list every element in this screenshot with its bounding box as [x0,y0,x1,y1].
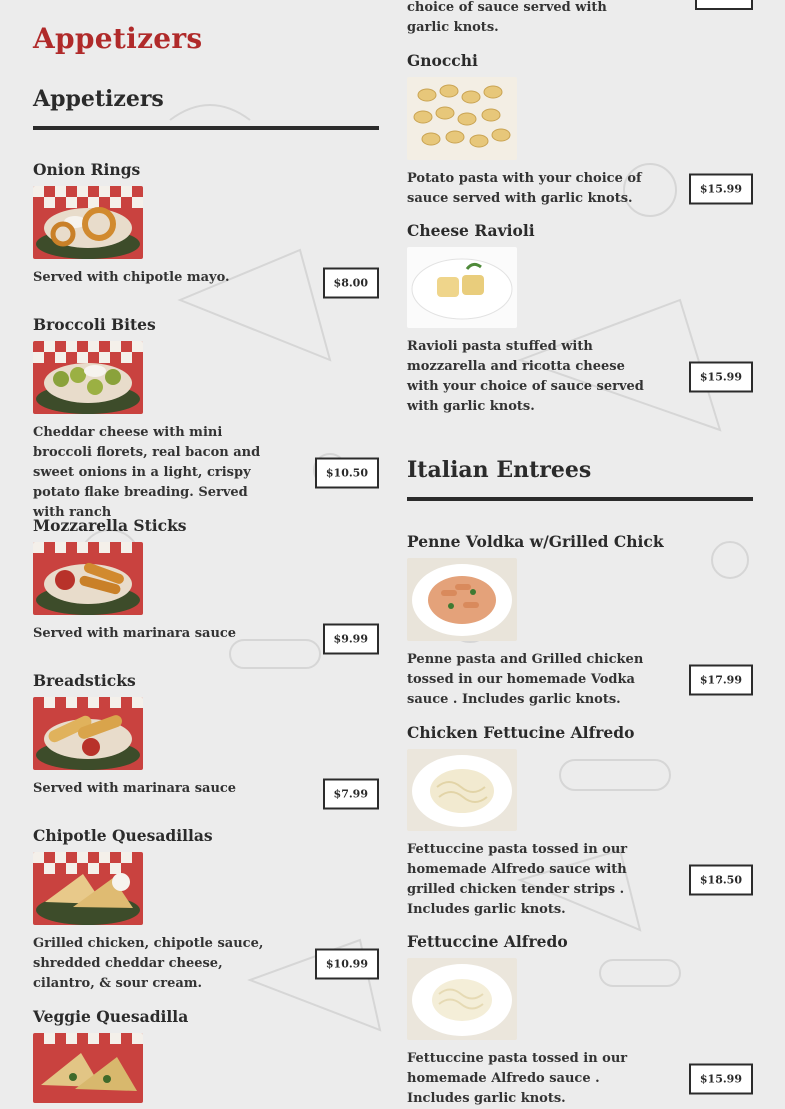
item-description: Served with marinara sauce [33,626,237,641]
section-title: Italian Entrees [407,457,592,483]
item-details [33,268,379,298]
item-name: Cheese Ravioli [407,221,535,240]
item-name: Chipotle Quesadillas [33,826,213,845]
price-button[interactable]: $8.00 [323,268,379,299]
page-title: Appetizers [33,22,203,55]
mozzarella-sticks-photo [33,542,143,615]
penne-vodka-photo [407,558,517,641]
gnocchi-photo [407,77,517,160]
price-button[interactable]: $10.99 [315,949,379,980]
item-description: Served with chipotle mayo. [33,270,230,285]
menu-item-broccoli-bites[interactable] [33,315,379,523]
fettuccine-alfredo-photo [407,958,517,1040]
item-details [407,650,753,710]
broccoli-bites-photo [33,341,143,414]
menu-item-veggie-quesadilla[interactable] [33,1007,379,1103]
item-name: Fettuccine Alfredo [407,932,568,951]
price-button[interactable]: $10.50 [315,458,379,489]
item-name: Mozzarella Sticks [33,516,187,535]
onion-rings-photo [33,186,143,259]
chipotle-quesadillas-photo [33,852,143,925]
menu-item-cheese-ravioli[interactable] [407,221,753,417]
section-divider [33,126,379,130]
item-description: choice of sauce served with garlic knots. [407,0,607,35]
section-title: Appetizers [33,86,164,112]
section-divider [407,497,753,501]
price-button[interactable]: $7.99 [323,779,379,810]
item-description: Grilled chicken, chipotle sauce, shredded cheddar cheese, cilantro, & sour cream. [33,936,264,991]
veggie-quesadilla-photo [33,1033,143,1103]
breadsticks-photo [33,697,143,770]
item-name: Onion Rings [33,160,141,179]
appetizers-section-header [33,86,379,130]
item-name: Breadsticks [33,671,136,690]
menu-item-chipotle-quesadillas[interactable] [33,826,379,994]
menu-item-onion-rings[interactable] [33,160,379,298]
item-details [407,337,753,417]
item-details [407,840,753,920]
price-button[interactable]: $9.99 [323,624,379,655]
chicken-fettuccine-alfredo-photo [407,749,517,831]
price-button[interactable]: $18.50 [689,865,753,896]
menu-item-chicken-fettuccine-alfredo[interactable] [407,723,753,920]
cheese-ravioli-photo [407,247,517,328]
item-description: Fettuccine pasta tossed in our homemade Alfredo sauce . Includes garlic knots. [407,1051,628,1106]
item-details [33,423,379,523]
menu-item-previous-cut [407,0,753,38]
item-details [33,624,379,654]
price-button[interactable]: $15.99 [689,174,753,205]
item-description: Potato pasta with your choice of sauce served with garlic knots. [407,171,642,206]
item-details [33,934,379,994]
menu-item-breadsticks[interactable] [33,671,379,809]
item-details [407,169,753,209]
item-name: Veggie Quesadilla [33,1007,189,1026]
menu-item-penne-vodka[interactable] [407,532,753,710]
item-name: Broccoli Bites [33,315,156,334]
menu-item-fettuccine-alfredo[interactable] [407,932,753,1109]
item-description: Penne pasta and Grilled chicken tossed in our homemade Vodka sauce . Includes garlic knots. [407,652,644,707]
item-description: Fettuccine pasta tossed in our homemade Alfredo sauce with grilled chicken tender strips . Includes garlic knots. [407,842,628,917]
item-name: Chicken Fettucine Alfredo [407,723,635,742]
price-button[interactable]: $17.99 [689,665,753,696]
italian-entrees-section-header [407,457,753,501]
item-details [33,779,379,809]
price-button[interactable]: $15.99 [689,1064,753,1095]
menu-item-mozzarella-sticks[interactable] [33,516,379,654]
price-button[interactable]: $15.99 [689,362,753,393]
price-button[interactable] [695,0,753,10]
item-name: Gnocchi [407,51,478,70]
menu-item-gnocchi[interactable] [407,51,753,209]
item-description: Cheddar cheese with mini broccoli florets, real bacon and sweet onions in a light, crispy potato flake breading. Served with ranch [33,425,261,520]
item-description: Served with marinara sauce [33,781,237,796]
item-name: Penne Voldka w/Grilled Chick [407,532,664,551]
item-details [407,1049,753,1109]
item-description: Ravioli pasta stuffed with mozzarella and ricotta cheese with your choice of sauce served with garlic knots. [407,339,644,414]
